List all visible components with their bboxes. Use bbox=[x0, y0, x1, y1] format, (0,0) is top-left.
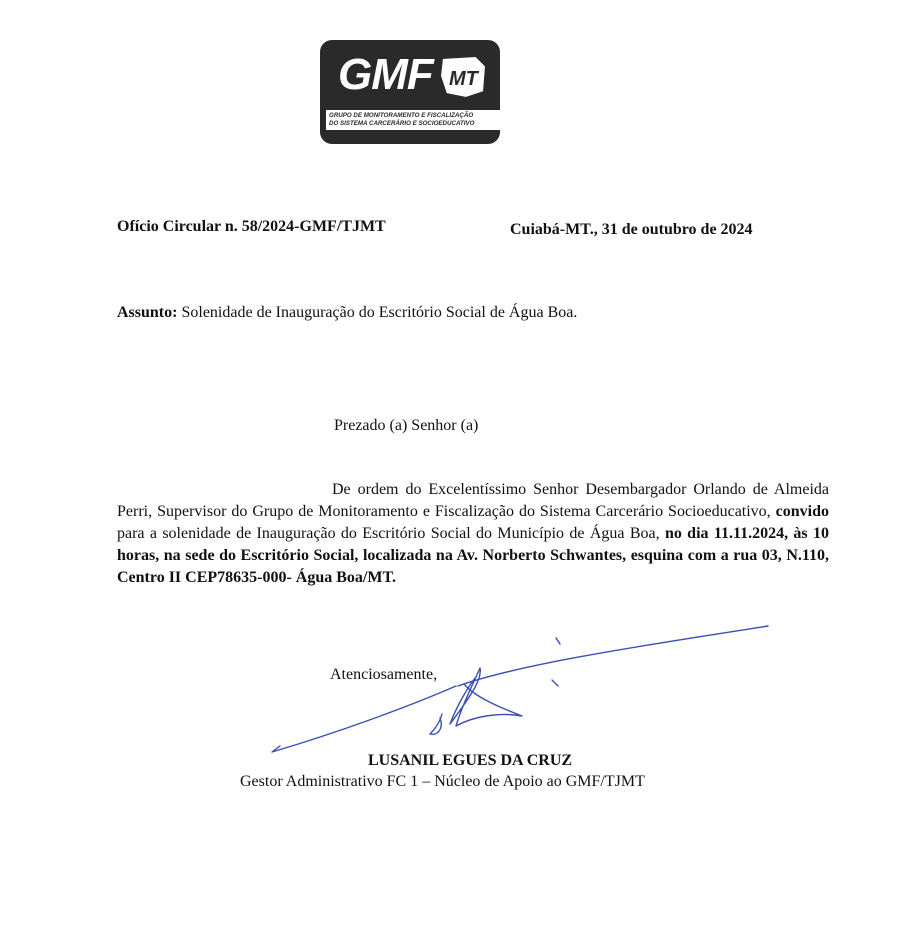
body-part2: para a solenidade de Inauguração do Escritório Social do Município de Água Boa, bbox=[117, 525, 665, 542]
signer-name: LUSANIL EGUES DA CRUZ bbox=[368, 752, 573, 769]
gmf-logo bbox=[320, 40, 500, 144]
body-paragraph bbox=[117, 479, 829, 589]
body-bold-details: no dia 11.11.2024, às 10 horas, na sede do Escritório Social, localizada na Av. Norberto Schwantes, esquina com a rua 03, N.110, Centro II CEP78635-000- Água Boa/MT. bbox=[117, 525, 830, 586]
greeting: Prezado (a) Senhor (a) bbox=[334, 417, 479, 434]
closing-salutation: Atenciosamente, bbox=[330, 666, 438, 683]
mt-state-icon bbox=[436, 52, 490, 102]
logo-subtitle-line1: GRUPO DE MONITORAMENTO E FISCALIZAÇÃO bbox=[329, 112, 474, 119]
subject-line bbox=[117, 304, 577, 322]
logo-subtitle bbox=[326, 110, 500, 130]
body-bold-invite: convido bbox=[775, 503, 829, 520]
body-part1: De ordem do Excelentíssimo Senhor Desembargador Orlando de Almeida Perri, Supervisor do Grupo de Monitoramento e Fiscalização do Sistema Carcerário Socioeducativo, bbox=[117, 481, 829, 520]
place-and-date: Cuiabá-MT., 31 de outubro de 2024 bbox=[510, 221, 753, 238]
letter-reference: Ofício Circular n. 58/2024-GMF/TJMT bbox=[117, 218, 386, 235]
subject-label: Assunto: bbox=[117, 304, 178, 321]
logo-acronym: GMF bbox=[338, 50, 433, 99]
handwritten-signature bbox=[260, 620, 780, 760]
subject-text: Solenidade de Inauguração do Escritório Social de Água Boa. bbox=[177, 304, 578, 321]
signer-role: Gestor Administrativo FC 1 – Núcleo de Apoio ao GMF/TJMT bbox=[240, 773, 645, 790]
logo-subtitle-line2: DO SISTEMA CARCERÁRIO E SOCIOEDUCATIVO bbox=[329, 120, 475, 127]
logo-badge: MT bbox=[449, 68, 478, 90]
